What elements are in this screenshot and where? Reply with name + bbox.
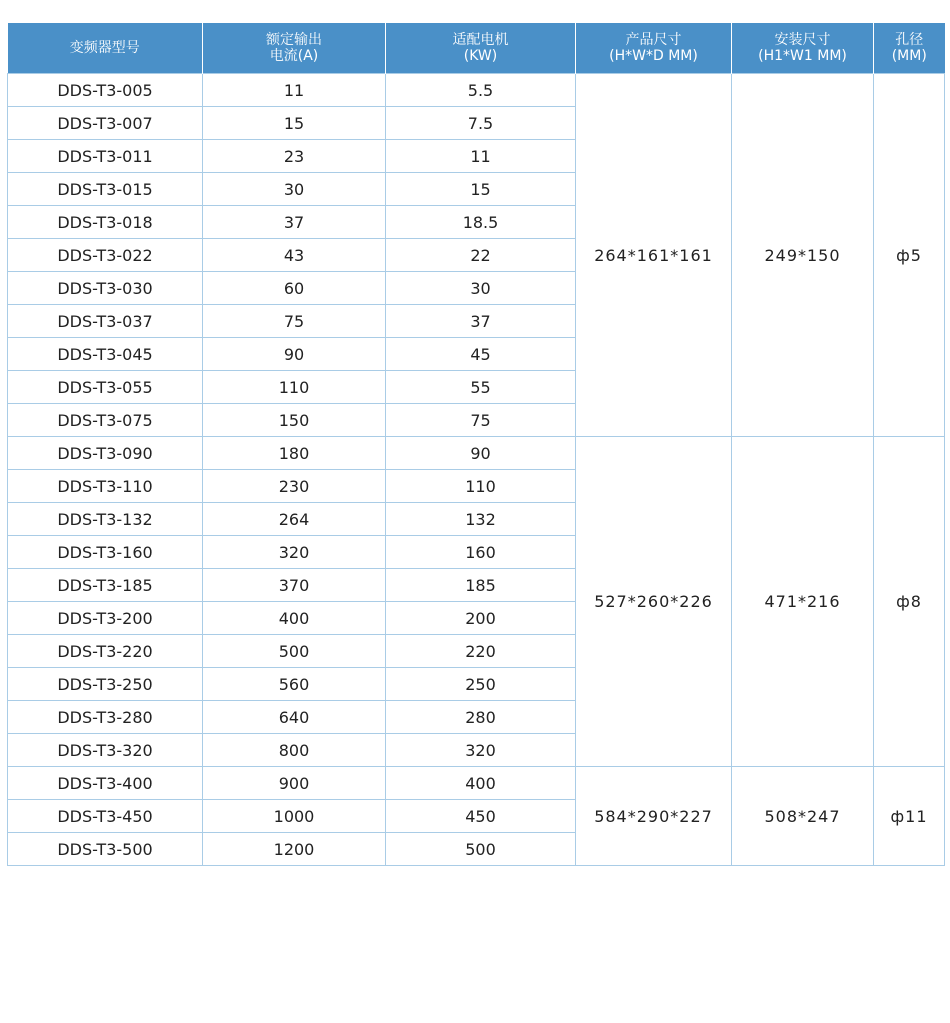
- motor-power-cell: 90: [386, 437, 576, 470]
- rated-current-cell: 320: [203, 536, 386, 569]
- model-cell: DDS-T3-200: [8, 602, 203, 635]
- rated-current-cell: 230: [203, 470, 386, 503]
- model-cell: DDS-T3-400: [8, 767, 203, 800]
- header-rated-current: [203, 23, 386, 74]
- rated-current-cell: 60: [203, 272, 386, 305]
- table-header: [8, 23, 945, 74]
- model-cell: DDS-T3-015: [8, 173, 203, 206]
- header-motor-power: [386, 23, 576, 74]
- header-motor-power-unit: (KW): [463, 48, 498, 64]
- motor-power-cell: 18.5: [386, 206, 576, 239]
- product-size-cell: 527*260*226: [576, 437, 732, 767]
- rated-current-cell: 37: [203, 206, 386, 239]
- header-row: [8, 23, 945, 74]
- motor-power-cell: 320: [386, 734, 576, 767]
- rated-current-cell: 560: [203, 668, 386, 701]
- rated-current-cell: 43: [203, 239, 386, 272]
- rated-current-cell: 11: [203, 74, 386, 107]
- table-body: [8, 74, 945, 866]
- header-model: [8, 23, 203, 74]
- model-cell: DDS-T3-030: [8, 272, 203, 305]
- header-motor-power-label: 适配电机: [452, 32, 509, 48]
- install-size-cell: 471*216: [732, 437, 874, 767]
- model-cell: DDS-T3-220: [8, 635, 203, 668]
- rated-current-cell: 110: [203, 371, 386, 404]
- model-cell: DDS-T3-132: [8, 503, 203, 536]
- header-install-size: [732, 23, 874, 74]
- hole-diameter-cell: ф11: [874, 767, 945, 866]
- model-cell: DDS-T3-320: [8, 734, 203, 767]
- rated-current-cell: 800: [203, 734, 386, 767]
- motor-power-cell: 450: [386, 800, 576, 833]
- header-product-size-label: 产品尺寸: [625, 32, 682, 48]
- rated-current-cell: 90: [203, 338, 386, 371]
- header-product-size: [576, 23, 732, 74]
- header-install-size-unit: (H1*W1 MM): [758, 48, 847, 64]
- motor-power-cell: 160: [386, 536, 576, 569]
- spec-table: [7, 23, 945, 866]
- rated-current-cell: 1200: [203, 833, 386, 866]
- table-row: [8, 437, 945, 470]
- rated-current-cell: 264: [203, 503, 386, 536]
- model-cell: DDS-T3-160: [8, 536, 203, 569]
- motor-power-cell: 132: [386, 503, 576, 536]
- motor-power-cell: 45: [386, 338, 576, 371]
- header-hole-diameter-unit: (MM): [891, 48, 927, 64]
- motor-power-cell: 500: [386, 833, 576, 866]
- motor-power-cell: 110: [386, 470, 576, 503]
- header-rated-current-unit: 电流(A): [269, 48, 319, 64]
- motor-power-cell: 22: [386, 239, 576, 272]
- header-model-label: 变频器型号: [69, 40, 140, 56]
- rated-current-cell: 23: [203, 140, 386, 173]
- model-cell: DDS-T3-045: [8, 338, 203, 371]
- model-cell: DDS-T3-018: [8, 206, 203, 239]
- rated-current-cell: 180: [203, 437, 386, 470]
- motor-power-cell: 37: [386, 305, 576, 338]
- motor-power-cell: 11: [386, 140, 576, 173]
- rated-current-cell: 640: [203, 701, 386, 734]
- model-cell: DDS-T3-007: [8, 107, 203, 140]
- install-size-cell: 249*150: [732, 74, 874, 437]
- motor-power-cell: 280: [386, 701, 576, 734]
- motor-power-cell: 75: [386, 404, 576, 437]
- rated-current-cell: 75: [203, 305, 386, 338]
- motor-power-cell: 250: [386, 668, 576, 701]
- hole-diameter-cell: ф5: [874, 74, 945, 437]
- product-size-cell: 584*290*227: [576, 767, 732, 866]
- table-row: [8, 74, 945, 107]
- model-cell: DDS-T3-500: [8, 833, 203, 866]
- rated-current-cell: 1000: [203, 800, 386, 833]
- rated-current-cell: 900: [203, 767, 386, 800]
- model-cell: DDS-T3-450: [8, 800, 203, 833]
- model-cell: DDS-T3-005: [8, 74, 203, 107]
- rated-current-cell: 30: [203, 173, 386, 206]
- model-cell: DDS-T3-011: [8, 140, 203, 173]
- motor-power-cell: 400: [386, 767, 576, 800]
- header-install-size-label: 安装尺寸: [774, 32, 831, 48]
- header-hole-diameter-label: 孔径: [895, 32, 924, 48]
- rated-current-cell: 400: [203, 602, 386, 635]
- rated-current-cell: 15: [203, 107, 386, 140]
- motor-power-cell: 7.5: [386, 107, 576, 140]
- model-cell: DDS-T3-280: [8, 701, 203, 734]
- install-size-cell: 508*247: [732, 767, 874, 866]
- motor-power-cell: 55: [386, 371, 576, 404]
- model-cell: DDS-T3-037: [8, 305, 203, 338]
- model-cell: DDS-T3-110: [8, 470, 203, 503]
- product-size-cell: 264*161*161: [576, 74, 732, 437]
- motor-power-cell: 200: [386, 602, 576, 635]
- model-cell: DDS-T3-185: [8, 569, 203, 602]
- motor-power-cell: 220: [386, 635, 576, 668]
- header-product-size-unit: (H*W*D MM): [609, 48, 698, 64]
- hole-diameter-cell: ф8: [874, 437, 945, 767]
- header-rated-current-label: 额定输出: [266, 32, 322, 48]
- rated-current-cell: 150: [203, 404, 386, 437]
- motor-power-cell: 185: [386, 569, 576, 602]
- model-cell: DDS-T3-022: [8, 239, 203, 272]
- header-hole-diameter: [874, 23, 945, 74]
- motor-power-cell: 5.5: [386, 74, 576, 107]
- table-row: [8, 767, 945, 800]
- rated-current-cell: 500: [203, 635, 386, 668]
- rated-current-cell: 370: [203, 569, 386, 602]
- model-cell: DDS-T3-090: [8, 437, 203, 470]
- model-cell: DDS-T3-250: [8, 668, 203, 701]
- motor-power-cell: 30: [386, 272, 576, 305]
- model-cell: DDS-T3-055: [8, 371, 203, 404]
- motor-power-cell: 15: [386, 173, 576, 206]
- model-cell: DDS-T3-075: [8, 404, 203, 437]
